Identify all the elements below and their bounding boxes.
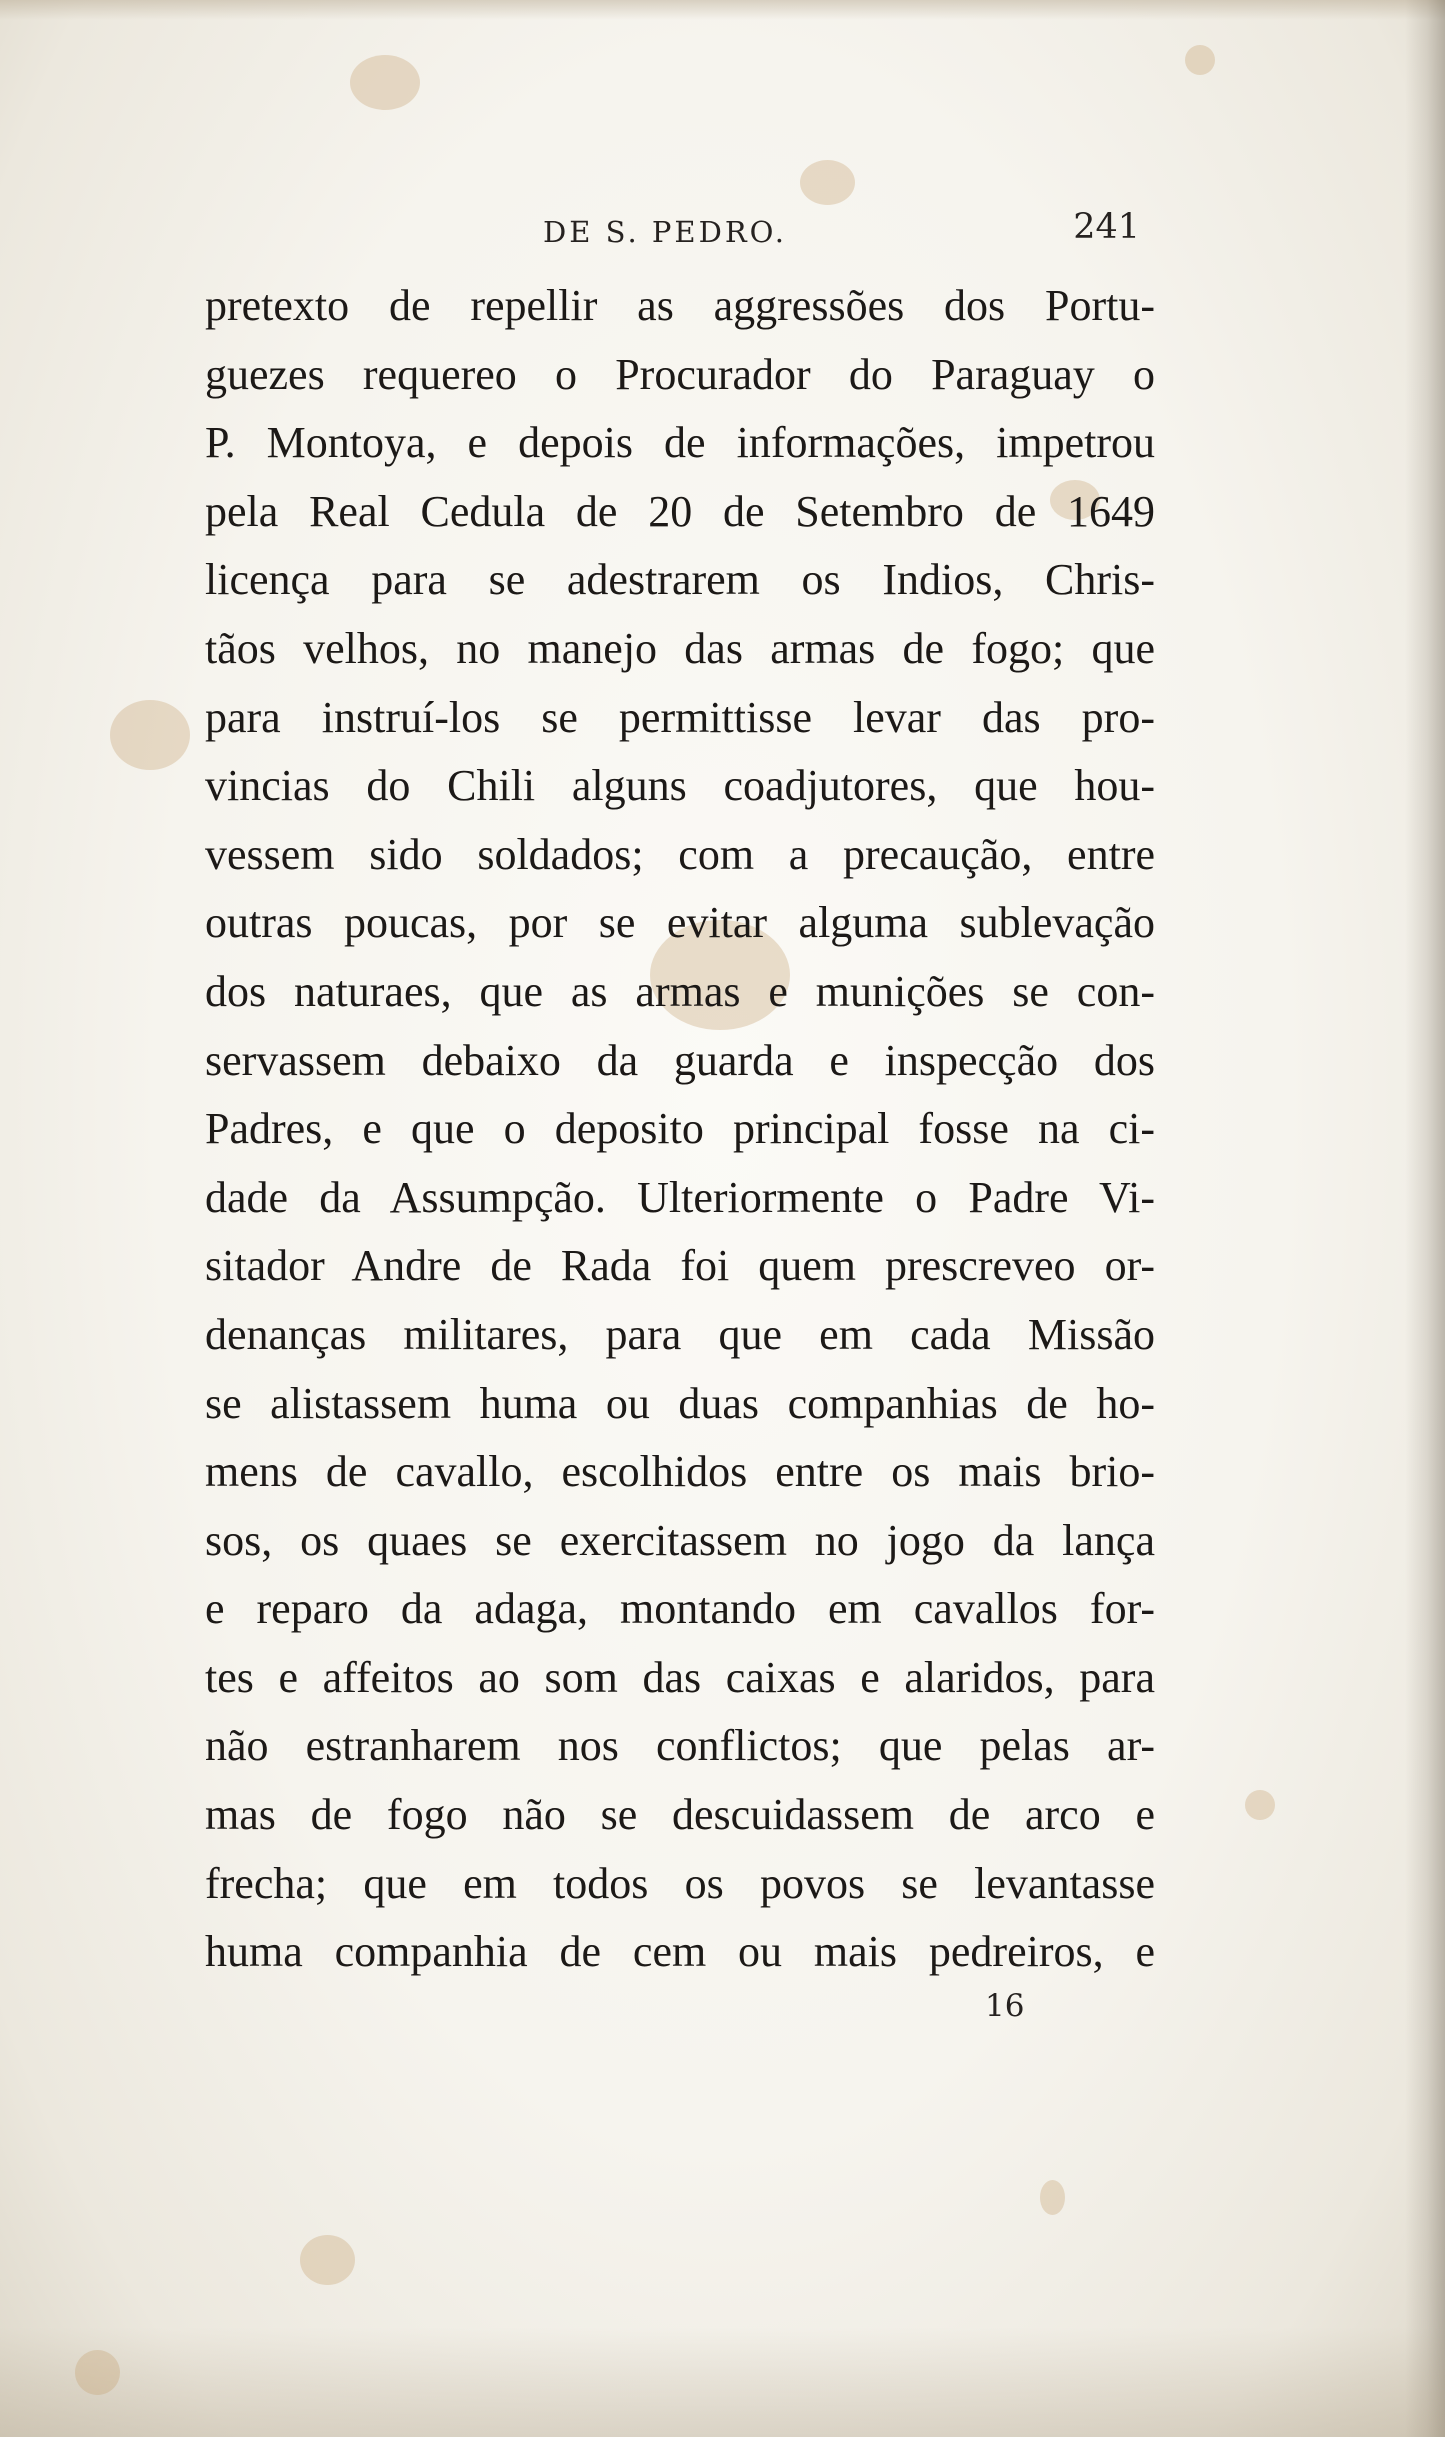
foxing-stain bbox=[300, 2235, 355, 2285]
text-line: tes e affeitos ao som das caixas e alaridos, para bbox=[205, 1652, 1155, 1702]
text-line: outras poucas, por se evitar alguma sublevação bbox=[205, 898, 1155, 948]
text-line: licença para se adestrarem os Indios, Chris- bbox=[205, 555, 1155, 605]
text-line: mas de fogo não se descuidassem de arco e bbox=[205, 1790, 1155, 1840]
text-line: guezes requereo o Procurador do Paraguay o bbox=[205, 349, 1155, 399]
foxing-stain bbox=[350, 55, 420, 110]
text-line: Padres, e que o deposito principal fosse na ci- bbox=[205, 1104, 1155, 1154]
signature-mark: 16 bbox=[985, 1988, 1025, 2024]
text-line: servassem debaixo da guarda e inspecção dos bbox=[205, 1035, 1155, 1085]
text-line: e reparo da adaga, montando em cavallos for- bbox=[205, 1584, 1155, 1634]
foxing-stain bbox=[1245, 1790, 1275, 1820]
running-head: DE S. PEDRO. bbox=[543, 215, 787, 249]
foxing-stain bbox=[800, 160, 855, 205]
text-line: não estranharem nos conflictos; que pelas ar- bbox=[205, 1721, 1155, 1771]
text-line: sos, os quaes se exercitassem no jogo da lança bbox=[205, 1515, 1155, 1565]
foxing-stain bbox=[1185, 45, 1215, 75]
text-line: sitador Andre de Rada foi quem prescreveo or- bbox=[205, 1241, 1155, 1291]
text-line: mens de cavallo, escolhidos entre os mais brio- bbox=[205, 1447, 1155, 1497]
text-line: vessem sido soldados; com a precaução, entre bbox=[205, 829, 1155, 879]
page-number: 241 bbox=[1073, 207, 1140, 247]
text-line: P. Montoya, e depois de informações, impetrou bbox=[205, 418, 1155, 468]
body-text bbox=[205, 272, 1155, 1987]
text-line: pretexto de repellir as aggressões dos Portu- bbox=[205, 281, 1155, 330]
text-line: huma companhia de cem ou mais pedreiros, e bbox=[205, 1927, 1155, 1977]
text-line: tãos velhos, no manejo das armas de fogo; que bbox=[205, 623, 1155, 673]
text-line: para instruí-los se permittisse levar das pro- bbox=[205, 692, 1155, 742]
page-edge-shadow bbox=[1405, 0, 1445, 2437]
page-top-shadow bbox=[0, 0, 1445, 20]
text-line: se alistassem huma ou duas companhias de ho- bbox=[205, 1378, 1155, 1428]
text-line: denanças militares, para que em cada Missão bbox=[205, 1309, 1155, 1359]
text-line: dos naturaes, que as armas e munições se con- bbox=[205, 966, 1155, 1016]
foxing-stain bbox=[110, 700, 190, 770]
text-line: dade da Assumpção. Ulteriormente o Padre Vi- bbox=[205, 1172, 1155, 1222]
text-line: vincias do Chili alguns coadjutores, que hou- bbox=[205, 761, 1155, 811]
page-header bbox=[205, 205, 1140, 257]
foxing-stain bbox=[1040, 2180, 1065, 2215]
page-bottom-shadow bbox=[0, 2327, 1445, 2437]
foxing-stain bbox=[75, 2350, 120, 2395]
text-line: pela Real Cedula de 20 de Setembro de 1649 bbox=[205, 486, 1155, 536]
text-line: frecha; que em todos os povos se levantasse bbox=[205, 1858, 1155, 1908]
